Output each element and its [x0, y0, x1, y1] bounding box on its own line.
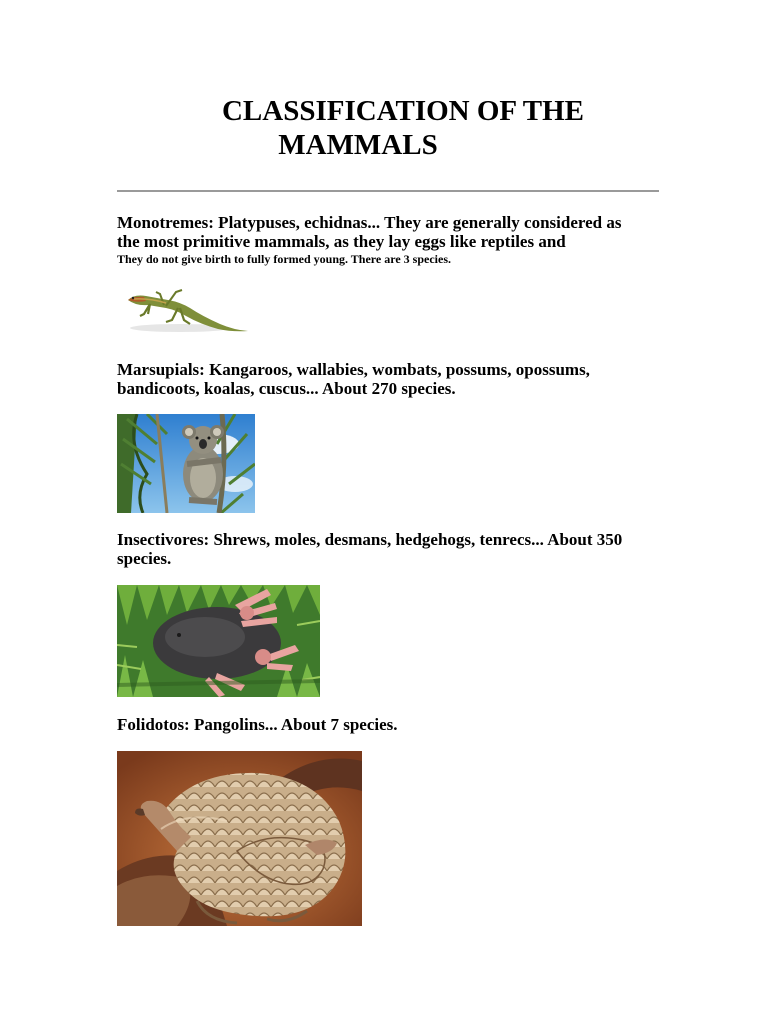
page-title-line-1: CLASSIFICATION OF THE [221, 95, 585, 127]
marsupials-line-1: Marsupials: Kangaroos, wallabies, wombats, possums, opossums, [117, 360, 590, 379]
star-nosed-mole-image [117, 585, 320, 697]
section-marsupials [117, 360, 657, 398]
marsupials-line-2: bandicoots, koalas, cuscus... About 270 species. [117, 379, 456, 398]
lizard-image [120, 286, 250, 336]
section-folidotos [117, 715, 657, 734]
koala-image [117, 414, 255, 513]
insectivores-line-2: species. [117, 549, 172, 568]
section-insectivores [117, 530, 657, 568]
monotremes-note: They do not give birth to fully formed young. There are 3 species. [117, 252, 451, 266]
page-title-line-2: MAMMALS [278, 129, 438, 161]
pangolin-image [117, 751, 362, 926]
monotremes-line-2: the most primitive mammals, as they lay eggs like reptiles and [117, 232, 566, 251]
section-monotremes [117, 213, 657, 266]
monotremes-line-1: Monotremes: Platypuses, echidnas... They are generally considered as [117, 213, 622, 232]
page-title [118, 94, 658, 162]
horizontal-divider [117, 190, 659, 192]
insectivores-line-1: Insectivores: Shrews, moles, desmans, hedgehogs, tenrecs... About 350 [117, 530, 623, 549]
folidotos-line-1: Folidotos: Pangolins... About 7 species. [117, 715, 398, 734]
